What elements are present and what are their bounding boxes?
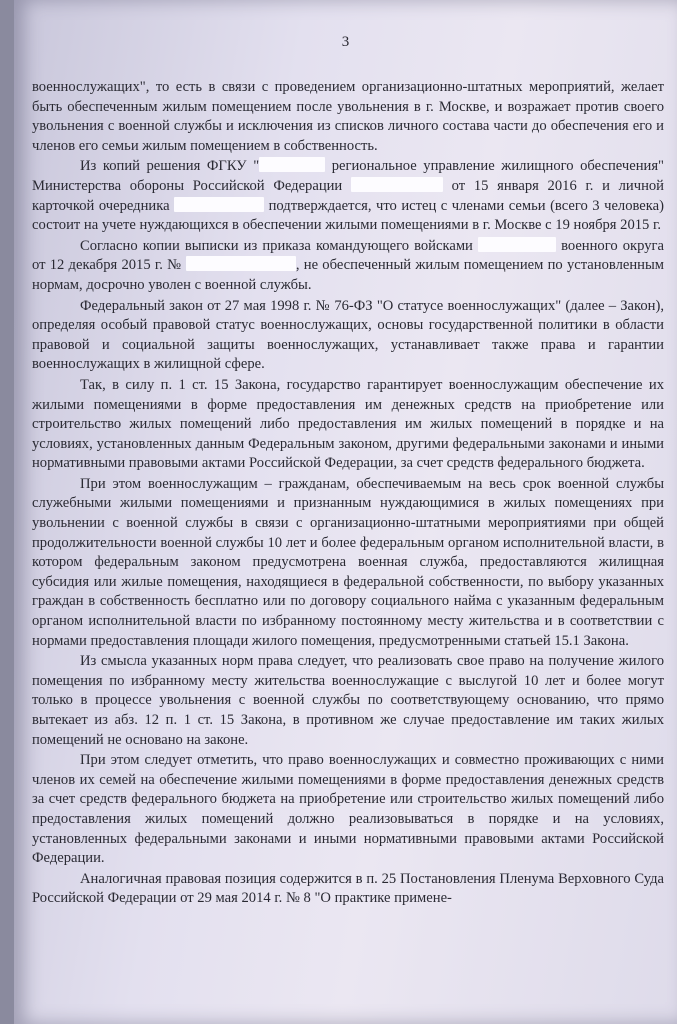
paragraph-text: военнослужащих", то есть в связи с проведением организационно-штатных мероприятий, желает быть обеспеченным жилым помещением после увольнения в г. Москве, и возражает против своего увольнения с военной службы и исключения из списков личного состава части до обеспечения его и членов его семьи жилым помещением в собственность. (32, 79, 664, 154)
paragraph-p3 (32, 237, 664, 296)
paragraph-text: Из смысла указанных норм права следует, что реализовать свое право на получение жилого помещения по избранному месту жительства военнослужащие с выслугой 10 лет и более могут только в процессе увольнения с военной службы по соответствующему основанию, что прямо вытекает из абз. 12 п. 1 ст. 15 Закона, в противном же случае предоставление им таких жилых помещений не основано на законе. (32, 653, 664, 748)
paragraph-p2 (32, 157, 664, 235)
paragraph-p7 (32, 652, 664, 750)
redaction-box (351, 177, 443, 192)
paragraph-text: Так, в силу п. 1 ст. 15 Закона, государство гарантирует военнослужащим обеспечение их жилыми помещениями в форме предоставления им денежных средств на приобретение или строительство жилых помещений либо предоставления им жилых помещений в порядке и на условиях, установленных данным Федеральным законом, другими федеральными законами и иными нормативными правовыми актами Российской Федерации, за счет средств федерального бюджета. (32, 376, 664, 472)
paragraph-p1 (32, 78, 664, 156)
paragraph-text: военного округа от 12 декабря 2015 г. № (32, 237, 664, 274)
paragraph-text: подтверждается, что истец с членами семьи (всего 3 человека) состоит на учете нуждающихся в обеспечении жилыми помещениями в г. Москве с 19 ноября 2015 г. (32, 197, 664, 234)
redaction-box (174, 197, 264, 212)
paragraph-text: Федеральный закон от 27 мая 1998 г. № 76-ФЗ "О статусе военнослужащих" (далее – Закон), определяя особый правовой статус военнослужащих, основы государственной политики в области правовой и социальной защиты военнослужащих, устанавливает также права и гарантии военнослужащих в жилищной сфере. (32, 297, 664, 373)
document-body (32, 78, 664, 910)
redaction-box (259, 157, 325, 172)
paragraph-p6 (32, 475, 664, 651)
paragraph-p4 (32, 297, 664, 375)
paragraph-text: от 15 января 2016 г. и личной карточкой очередника (32, 177, 664, 214)
paragraph-p5 (32, 376, 664, 474)
document-page (14, 0, 677, 1024)
paragraph-text: При этом следует отметить, что право военнослужащих и совместно проживающих с ними членов их семей на обеспечение жилыми помещениями в форме предоставления денежных средств за счет средств федерального бюджета на приобретение или строительство жилых помещений либо предоставления жилых помещений должно реализовываться в порядке и на условиях, установленных федеральными законами и иными нормативными правовыми актами Российской Федерации. (32, 752, 664, 867)
redaction-box (186, 256, 296, 271)
paragraph-p9 (32, 870, 664, 909)
paragraph-text: региональное управление жилищного обеспечения" Министерства обороны Российской Федерации (32, 158, 664, 194)
redaction-box (478, 237, 556, 252)
page-number: 3 (341, 34, 350, 50)
paragraph-text: Из копий решения ФГКУ " (80, 158, 260, 175)
paragraph-p8 (32, 751, 664, 869)
paragraph-text: , не обеспеченный жилым помещением по установленным нормам, досрочно уволен с военной службы. (32, 257, 664, 293)
paragraph-text: При этом военнослужащим – гражданам, обеспечиваемым на весь срок военной службы служебными жилыми помещениями и признанным нуждающимися в жилых помещениях при увольнении с военной службы в связи с организационно-штатными мероприятиями при общей продолжительности военной службы 10 лет и более федеральным органом исполнительной власти, в котором федеральным законом предусмотрена военная служба, предоставляются жилищная субсидия или жилые помещения, находящиеся в федеральной собственности, по выбору указанных граждан в собственность бесплатно или по договору социального найма с указанным федеральным органом исполнительной власти по избранному постоянному месту жительства и в соответствии с нормами предоставления площади жилого помещения, предусмотренными статьей 15.1 Закона. (32, 475, 664, 649)
paragraph-text: Согласно копии выписки из приказа командующего войсками (80, 237, 478, 254)
paragraph-text: Аналогичная правовая позиция содержится в п. 25 Постановления Пленума Верховного Суда Российской Федерации от 29 мая 2014 г. № 8 "О практике примене- (32, 870, 664, 907)
